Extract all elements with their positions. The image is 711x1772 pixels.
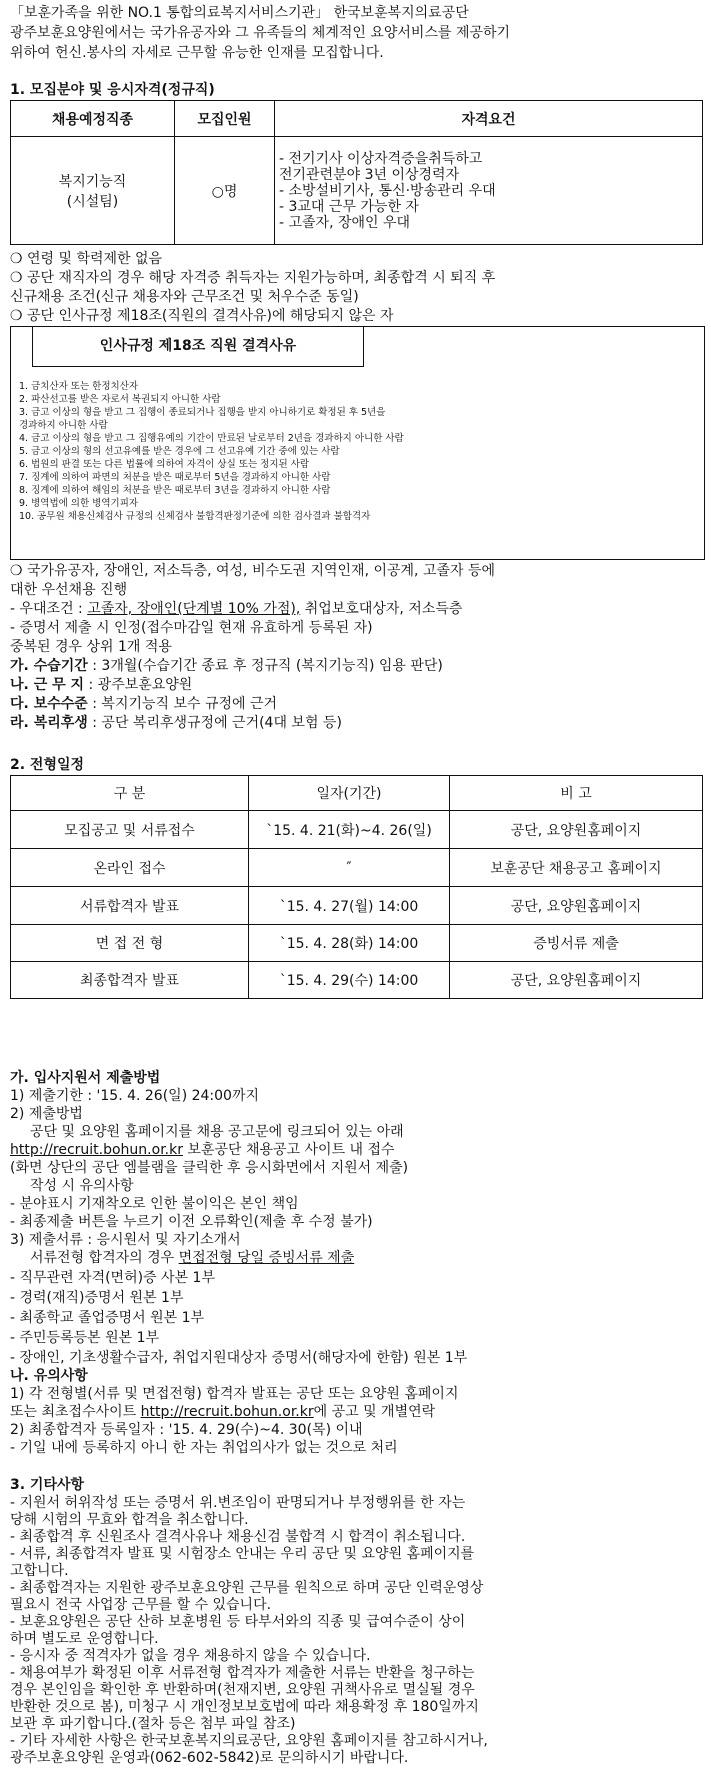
- apply-docs-prefix: 서류전형 합격자의 경우: [30, 1250, 179, 1266]
- caution-heading: 나. 유의사항: [10, 1368, 88, 1384]
- schedule-table: [10, 775, 703, 999]
- misc-line: 당해 시험의 무효와 합격을 취소합니다.: [10, 1512, 249, 1528]
- apply-line: 1) 제출기한 : '15. 4. 26(일) 24:00까지: [10, 1088, 260, 1104]
- disqualification-item: 10. 공무원 채용신체검사 규정의 신체검사 불합격판정기준에 의한 검사결과 불합격자: [19, 511, 371, 522]
- schedule-stage: 면 접 전 형: [11, 925, 249, 962]
- schedule-note: 공단, 요양원홈페이지: [450, 811, 703, 849]
- count-cell: ○명: [175, 137, 275, 245]
- schedule-date: `15. 4. 21(화)~4. 26(일): [249, 811, 450, 849]
- schedule-note: 공단, 요양원홈페이지: [450, 962, 703, 999]
- schedule-header: 비 고: [450, 776, 703, 811]
- schedule-date: ″: [249, 849, 450, 887]
- term-workplace: [10, 677, 192, 694]
- positions-table: [10, 100, 703, 245]
- document-item: - 주민등록등본 원본 1부: [10, 1330, 160, 1346]
- schedule-row: [11, 811, 703, 849]
- apply-line: - 최종제출 버튼을 누르기 이전 오류확인(제출 후 수정 불가): [10, 1214, 373, 1230]
- requirement-item: - 전기기사 이상자격증을취득하고: [279, 150, 483, 167]
- term-label: 나. 근 무 지: [10, 677, 85, 693]
- caution-site-line: [10, 1404, 435, 1421]
- schedule-stage: 온라인 접수: [11, 849, 249, 887]
- term-text: : 복지기능직 보수 규정에 근거: [87, 696, 278, 712]
- preference-prefix: - 우대조건 :: [10, 601, 88, 617]
- term-text: : 3개월(수습기간 종료 후 정규직 (복지기능직) 임용 판단): [87, 658, 443, 674]
- preference-condition: [10, 601, 462, 618]
- caution-line: 1) 각 전형별(서류 및 면접전형) 합격자 발표는 공단 또는 요양원 홈페이지: [10, 1386, 459, 1402]
- term-text: : 공단 복리후생규정에 근거(4대 보험 등): [87, 715, 342, 731]
- intro-line-3: 위하여 헌신.봉사의 자세로 근무할 유능한 인재를 모집합니다.: [10, 45, 384, 61]
- note-line: ❍ 연령 및 학력제한 없음: [10, 251, 163, 267]
- disqualification-item: 2. 파산선고를 받은 자로서 복권되지 아니한 사람: [19, 394, 221, 405]
- apply-line: 작성 시 유의사항: [30, 1178, 134, 1194]
- schedule-stage: 모집공고 및 서류접수: [11, 811, 249, 849]
- disqualification-item: 8. 징계에 의하여 해임의 처분을 받은 때로부터 3년을 경과하지 아니한 사람: [19, 485, 331, 496]
- apply-docs-line: [30, 1250, 354, 1267]
- disqualification-item: 3. 금고 이상의 형을 받고 그 집행이 종료되거나 집행을 받지 아니하기로 확정된 후 5년을: [19, 407, 386, 418]
- disqualification-item: 경과하지 아니한 사람: [19, 420, 108, 431]
- apply-line: (화면 상단의 공단 엠블램을 클릭한 후 응시화면에서 지원서 제출): [10, 1160, 409, 1176]
- schedule-date: `15. 4. 28(화) 14:00: [249, 925, 450, 962]
- apply-site-line: [10, 1142, 395, 1159]
- note-line: ❍ 공단 인사규정 제18조(직원의 결격사유)에 해당되지 않은 자: [10, 308, 394, 324]
- caution-suffix: 에 공고 및 개별연락: [313, 1404, 436, 1420]
- header-count: 모집인원: [175, 101, 275, 137]
- misc-line: - 응시자 중 적격자가 없을 경우 채용하지 않을 수 있습니다.: [10, 1648, 371, 1664]
- caution-line: 2) 최종합격자 등록일자 : '15. 4. 29(수)~4. 30(목) 이내: [10, 1422, 363, 1438]
- preference-suffix: 취업보호대상자, 저소득층: [300, 601, 463, 617]
- section1-title: 1. 모집분야 및 응시자격(정규직): [10, 82, 215, 98]
- header-position: 채용예정직종: [11, 101, 175, 137]
- intro-line-1: 「보훈가족을 위한 NO.1 통합의료복지서비스기관」 한국보훈복지의료공단: [10, 5, 469, 21]
- schedule-date: `15. 4. 27(월) 14:00: [249, 887, 450, 925]
- header-requirements: 자격요건: [275, 101, 703, 137]
- misc-line: - 지원서 허위작성 또는 증명서 위.변조임이 판명되거나 부정행위를 한 자는: [10, 1495, 466, 1511]
- schedule-header-row: [11, 776, 703, 811]
- preference-line: 중복된 경우 상위 1개 적용: [10, 639, 172, 655]
- schedule-header: 일자(기간): [249, 776, 450, 811]
- disqualification-item: 4. 금고 이상의 형을 받고 그 집행유예의 기간이 만료된 날로부터 2년을 경과하지 아니한 사람: [19, 433, 404, 444]
- schedule-row: [11, 925, 703, 962]
- schedule-note: 공단, 요양원홈페이지: [450, 887, 703, 925]
- misc-line: 하며 별도로 운영합니다.: [10, 1631, 159, 1647]
- requirement-item: 전기관련분야 3년 이상경력자: [279, 166, 460, 183]
- schedule-stage: 서류합격자 발표: [11, 887, 249, 925]
- misc-line: 광주보훈요양원 운영과(062-602-5842)로 문의하시기 바랍니다.: [10, 1750, 409, 1766]
- misc-line: - 최종합격자는 지원한 광주보훈요양원 근무를 원칙으로 하며 공단 인력운영상: [10, 1580, 484, 1596]
- section2-title: 2. 전형일정: [10, 757, 85, 773]
- disqualification-item: 1. 금치산자 또는 한정치산자: [19, 381, 139, 392]
- term-label: 다. 보수수준: [10, 696, 88, 712]
- misc-line: 반환한 것으로 봄), 미청구 시 개인정보보호법에 따라 채용확정 후 180일까지: [10, 1699, 479, 1715]
- misc-line: - 기타 자세한 사항은 한국보훈복지의료공단, 요양원 홈페이지를 참고하시거나,: [10, 1733, 488, 1749]
- apply-site-text: 보훈공단 채용공고 사이트 내 접수: [182, 1142, 395, 1158]
- apply-line: 공단 및 요양원 홈페이지를 채용 공고문에 링크되어 있는 아래: [30, 1124, 404, 1140]
- misc-line: 보관 후 파기합니다.(절차 등은 첨부 파일 참조): [10, 1716, 296, 1732]
- preference-underlined: 고졸자, 장애인(단계별 10% 가점),: [87, 601, 301, 617]
- disqualification-item: 9. 병역법에 의한 병역기피자: [19, 498, 139, 509]
- apply-line: 3) 제출서류 : 응시원서 및 자기소개서: [10, 1232, 241, 1248]
- preference-line: ❍ 국가유공자, 장애인, 저소득층, 여성, 비수도권 지역인재, 이공계, 고졸자 등에: [10, 563, 496, 579]
- note-line: ❍ 공단 재직자의 경우 해당 자격증 취득자는 지원가능하며, 최종합격 시 퇴직 후: [10, 270, 496, 286]
- recruit-site-link[interactable]: http://recruit.bohun.or.kr: [10, 1142, 183, 1158]
- apply-heading: 가. 입사지원서 제출방법: [10, 1070, 161, 1086]
- document-item: - 최종학교 졸업증명서 원본 1부: [10, 1310, 205, 1326]
- schedule-header: 구 분: [11, 776, 249, 811]
- term-salary: [10, 696, 277, 713]
- term-text: : 광주보훈요양원: [84, 677, 193, 693]
- position-name: 복지기능직: [58, 173, 127, 190]
- caution-prefix: 또는 최초접수사이트: [10, 1404, 141, 1420]
- disqualification-item: 6. 법원의 판결 또는 다른 법률에 의하여 자격이 상실 또는 정지된 사람: [19, 459, 310, 470]
- section3-title: 3. 기타사항: [10, 1477, 85, 1493]
- term-label: 가. 수습기간: [10, 658, 88, 674]
- schedule-row: [11, 849, 703, 887]
- misc-line: - 보훈요양원은 공단 산하 보훈병원 등 타부서와의 직종 및 급여수준이 상이: [10, 1614, 466, 1630]
- schedule-row: [11, 962, 703, 999]
- document-item: - 경력(재직)증명서 원본 1부: [10, 1290, 184, 1306]
- term-label: 라. 복리후생: [10, 715, 88, 731]
- misc-line: - 최종합격 후 신원조사 결격사유나 채용신검 불합격 시 합격이 취소됩니다.: [10, 1529, 466, 1545]
- document-item: - 직무관련 자격(면허)증 사본 1부: [10, 1270, 215, 1286]
- apply-line: 2) 제출방법: [10, 1106, 83, 1122]
- position-cell: [11, 137, 175, 245]
- requirement-item: - 고졸자, 장애인 우대: [279, 214, 411, 231]
- term-welfare: [10, 715, 342, 732]
- misc-line: - 서류, 최종합격자 발표 및 시험장소 안내는 우리 공단 및 요양원 홈페이지를: [10, 1546, 475, 1562]
- position-team: (시설팀): [66, 193, 119, 210]
- misc-line: 필요시 전국 사업장 근무를 할 수 있습니다.: [10, 1597, 272, 1613]
- requirement-item: - 소방설비기사, 통신·방송관리 우대: [279, 182, 496, 199]
- misc-line: - 채용여부가 확정된 이후 서류전형 합격자가 제출한 서류는 반환을 청구하는: [10, 1665, 475, 1681]
- apply-line: - 분야표시 기재착오로 인한 불이익은 본인 책임: [10, 1196, 299, 1212]
- preference-line: 대한 우선채용 진행: [10, 582, 128, 598]
- preference-line: - 증명서 제출 시 인정(접수마감일 현재 유효하게 등록된 자): [10, 620, 373, 636]
- caution-line: - 기일 내에 등록하지 아니 한 자는 취업의사가 없는 것으로 처리: [10, 1440, 398, 1456]
- requirement-item: - 3교대 근무 가능한 자: [279, 198, 419, 215]
- misc-line: 고합니다.: [10, 1563, 69, 1579]
- schedule-stage: 최종합격자 발표: [11, 962, 249, 999]
- schedule-date: `15. 4. 29(수) 14:00: [249, 962, 450, 999]
- disqualification-item: 7. 징계에 의하여 파면의 처분을 받은 때로부터 5년을 경과하지 아니한 사람: [19, 472, 331, 483]
- positions-header-row: [11, 101, 703, 137]
- positions-row: [11, 137, 703, 245]
- term-probation: [10, 658, 443, 675]
- disqualification-title: 인사규정 제18조 직원 결격사유: [32, 326, 364, 367]
- intro-line-2: 광주보훈요양원에서는 국가유공자와 그 유족들의 체계적인 요양서비스를 제공하기: [10, 25, 511, 41]
- schedule-note: 보훈공단 채용공고 홈페이지: [450, 849, 703, 887]
- requirements-cell: [275, 137, 703, 245]
- misc-line: 경우 본인임을 확인한 후 반환하며(천재지변, 요양원 귀책사유로 멸실될 경우: [10, 1682, 475, 1698]
- schedule-note: 증빙서류 제출: [450, 925, 703, 962]
- schedule-row: [11, 887, 703, 925]
- note-line: 신규채용 조건(신규 채용자와 근무조건 및 처우수준 동일): [10, 289, 359, 305]
- apply-docs-underlined: 면접전형 당일 증빙서류 제출: [178, 1250, 355, 1266]
- document-item: - 장애인, 기초생활수급자, 취업지원대상자 증명서(해당자에 한함) 원본 1부: [10, 1350, 468, 1366]
- recruit-site-link[interactable]: http://recruit.bohun.or.kr: [140, 1404, 314, 1420]
- disqualification-item: 5. 금고 이상의 형의 선고유예를 받은 경우에 그 선고유예 기간 중에 있는 사람: [19, 446, 340, 457]
